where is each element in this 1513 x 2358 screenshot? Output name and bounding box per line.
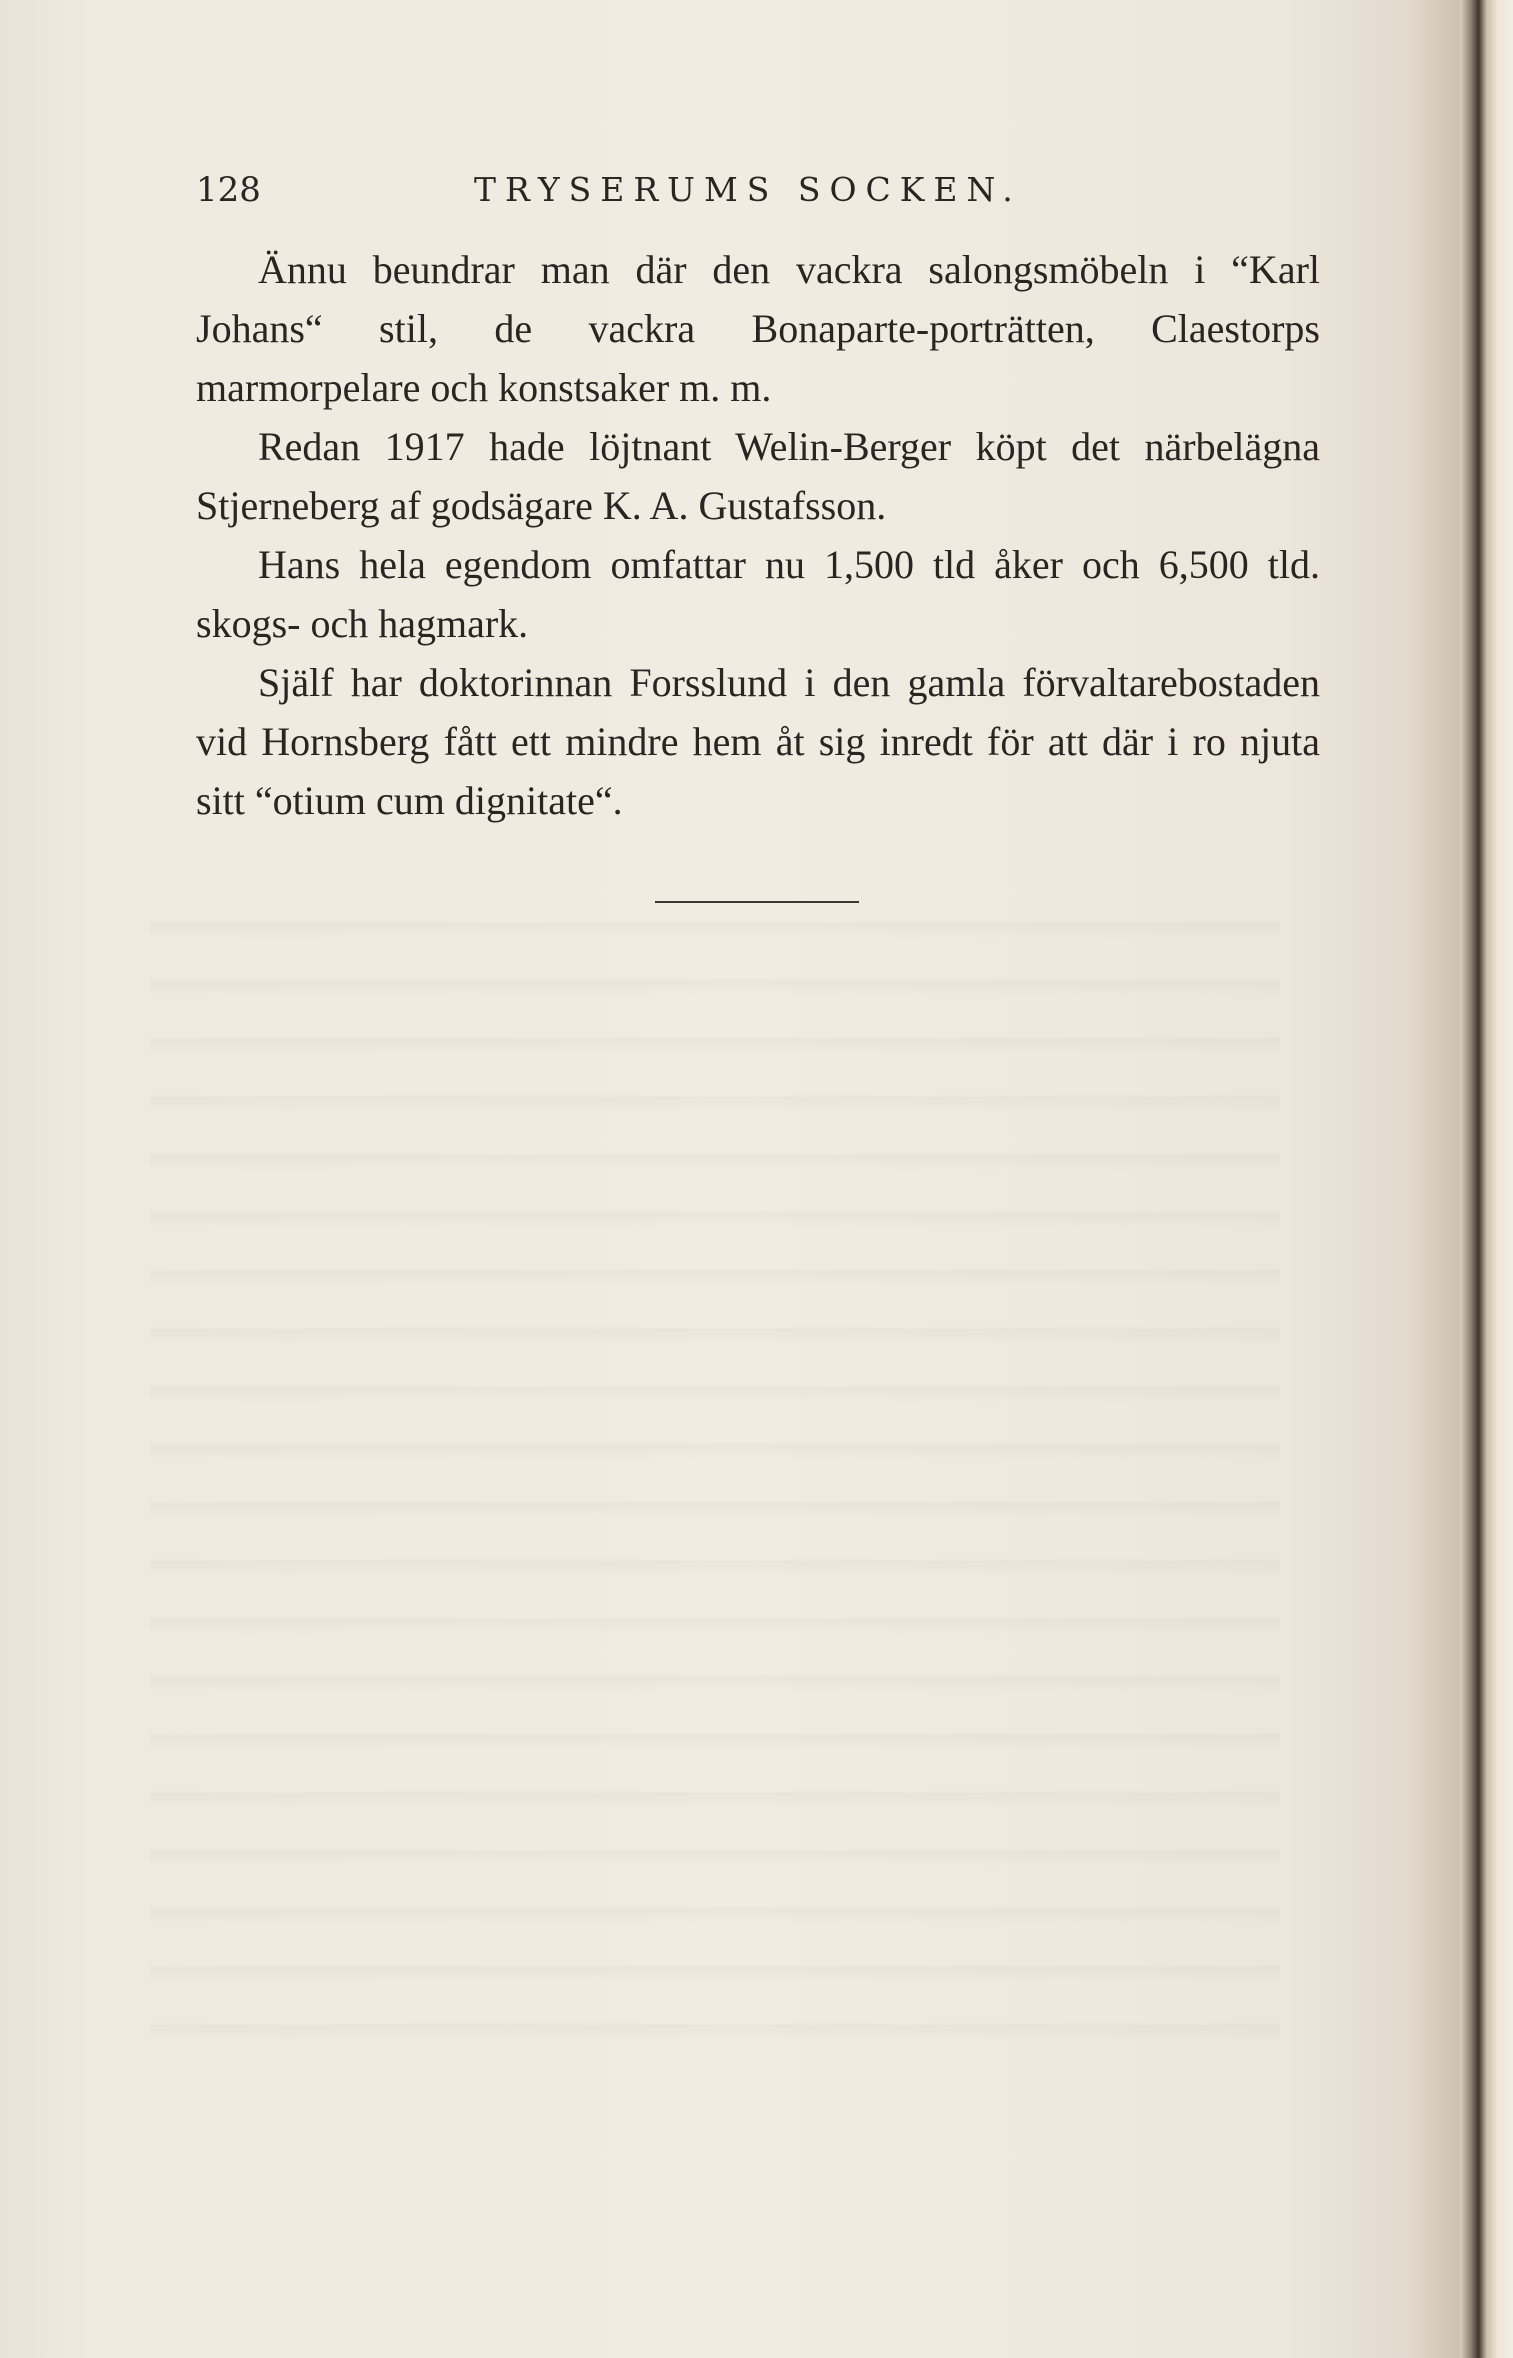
paragraph-stjerneberg: Redan 1917 hade löjtnant Welin-Berger köpt det närbelägna Stjerneberg af godsägare K. A. Gustafsson. xyxy=(196,424,1320,528)
running-head xyxy=(196,165,1320,215)
paragraph-hornsberg: Själf har doktorinnan Forsslund i den gamla förvaltarebostaden vid Hornsberg fått ett mindre hem åt sig inredt för att där i ro njuta sitt “otium cum dignitate“. xyxy=(196,660,1320,823)
body-text xyxy=(196,240,1320,830)
book-spine xyxy=(1460,0,1513,2358)
paragraph-salon: Ännu beundrar man där den vackra salongsmöbeln i “Karl Johans“ stil, de vackra Bonaparte-porträtten, Claestorps marmorpelare och konstsaker m. m. xyxy=(196,247,1320,410)
section-end-rule xyxy=(655,901,859,903)
paragraph-estate: Hans hela egendom omfattar nu 1,500 tld åker och 6,500 tld. skogs- och hagmark. xyxy=(196,542,1320,646)
page-number: 128 xyxy=(196,170,261,210)
show-through-text xyxy=(150,880,1280,2060)
section-title: TRYSERUMS SOCKEN. xyxy=(474,170,1022,209)
